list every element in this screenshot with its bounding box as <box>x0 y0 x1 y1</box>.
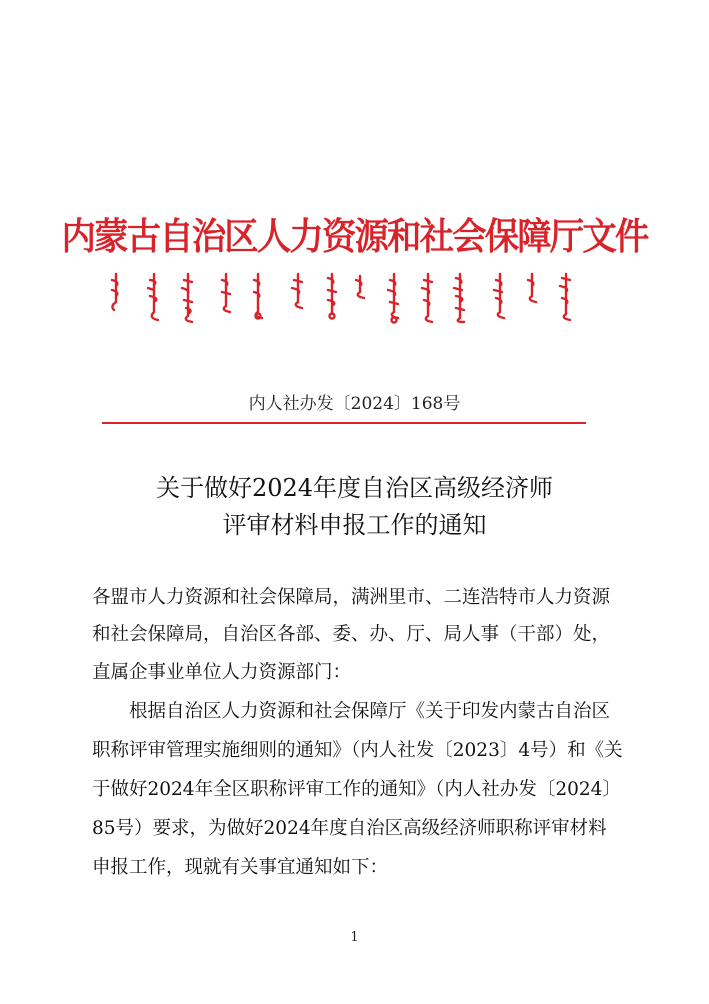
header-title: 内蒙古自治区人力资源和社会保障厅文件 <box>61 215 648 258</box>
page-number: 1 <box>350 930 359 945</box>
body-line: 和社会保障局，自治区各部、委、办、厅、局人事（干部）处， <box>92 624 611 645</box>
notice-title-line-2: 评审材料申报工作的通知 <box>222 511 487 539</box>
document-number: 内人社办发〔2024〕168号 <box>248 394 461 414</box>
body-line: 直属企事业单位人力资源部门： <box>92 662 352 683</box>
body-line: 各盟市人力资源和社会保障局，满洲里市、二连浩特市人力资源 <box>92 587 611 608</box>
notice-title-line-1: 关于做好2024年度自治区高级经济师 <box>155 474 554 502</box>
red-divider-line <box>102 422 586 424</box>
mongolian-script-header <box>108 272 588 324</box>
body-line: 职称评审管理实施细则的通知》（内人社发〔2023〕4号）和《关 <box>92 740 623 761</box>
body-line: 于做好2024年全区职称评审工作的通知》（内人社办发〔2024〕 <box>92 779 621 800</box>
body-line: 85号）要求，为做好2024年度自治区高级经济师职称评审材料 <box>92 818 607 839</box>
body-line: 申报工作，现就有关事宜通知如下： <box>92 857 389 878</box>
body-line: 根据自治区人力资源和社会保障厅《关于印发内蒙古自治区 <box>92 701 611 722</box>
